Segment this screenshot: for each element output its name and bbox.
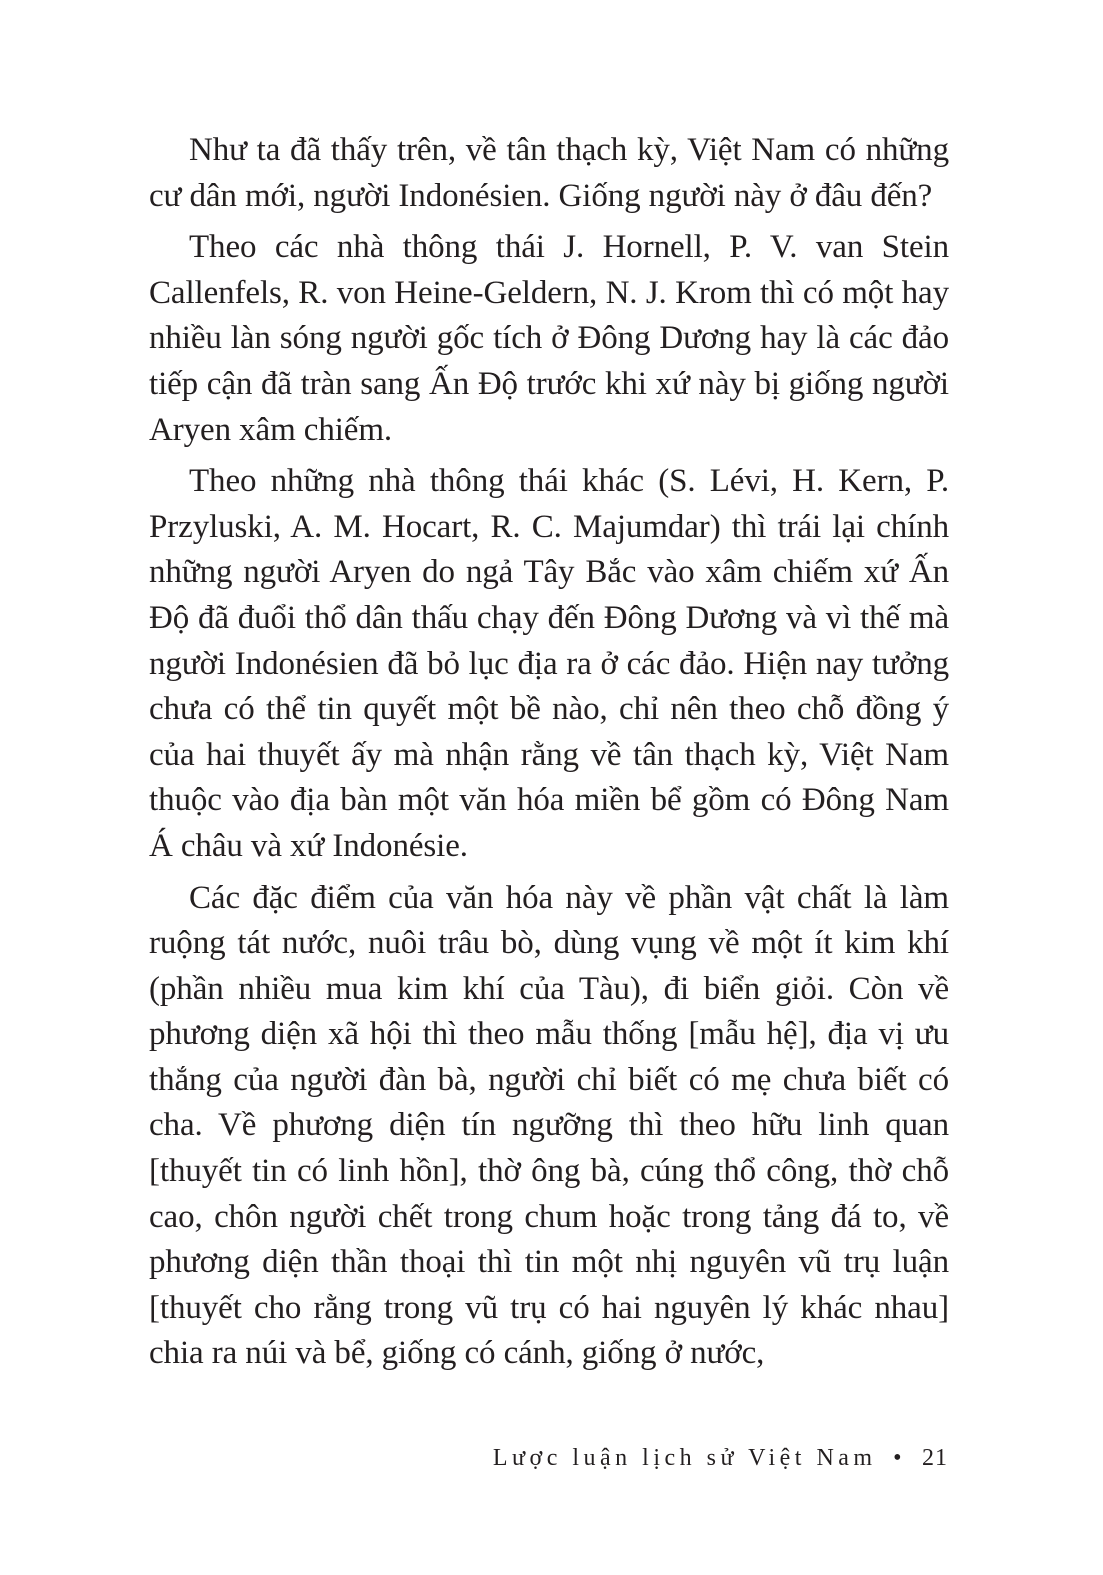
paragraph: Theo những nhà thông thái khác (S. Lévi, H. Kern, P. Przyluski, A. M. Hocart, R. C. Majumdar) thì trái lại chính những người Aryen do ngả Tây Bắc vào xâm chiếm xứ Ấn Độ đã đuổi thổ dân thấu chạy đến Đông Dương và vì thế mà người Indonésien đã bỏ lục địa ra ở các đảo. Hiện nay tưởng chưa có thể tin quyết một bề nào, chỉ nên theo chỗ đồng ý của hai thuyết ấy mà nhận rằng về tân thạch kỳ, Việt Nam thuộc vào địa bàn một văn hóa miền bể gồm có Đông Nam Á châu và xứ Indonésie. <box>149 463 949 864</box>
paragraph: Các đặc điểm của văn hóa này về phần vật chất là làm ruộng tát nước, nuôi trâu bò, dùng vụng về một ít kim khí (phần nhiều mua kim khí của Tàu), đi biển giỏi. Còn về phương diện xã hội thì theo mẫu thống [mẫu hệ], địa vị ưu thắng của người đàn bà, người chỉ biết có mẹ chưa biết có cha. Về phương diện tín ngưỡng thì theo hữu linh quan [thuyết tin có linh hồn], thờ ông bà, cúng thổ công, thờ chỗ cao, chôn người chết trong chum hoặc trong tảng đá to, về phương diện thần thoại thì tin một nhị nguyên vũ trụ luận [thuyết cho rằng trong vũ trụ có hai nguyên lý khác nhau] chia ra núi và bể, giống có cánh, giống ở nước, <box>149 879 949 1372</box>
footer-separator: • <box>893 1445 902 1471</box>
paragraph: Như ta đã thấy trên, về tân thạch kỳ, Việt Nam có những cư dân mới, người Indonésien. Giống người này ở đâu đến? <box>149 132 949 214</box>
book-title: Lược luận lịch sử Việt Nam <box>492 1445 877 1471</box>
running-footer <box>493 1445 948 1472</box>
page-body <box>149 128 949 1383</box>
paragraph: Theo các nhà thông thái J. Hornell, P. V. van Stein Callenfels, R. von Heine-Geldern, N. J. Krom thì có một hay nhiều làn sóng người gốc tích ở Đông Dương hay là các đảo tiếp cận đã tràn sang Ấn Độ trước khi xứ này bị giống người Aryen xâm chiếm. <box>149 229 949 448</box>
page-number: 21 <box>922 1445 948 1471</box>
